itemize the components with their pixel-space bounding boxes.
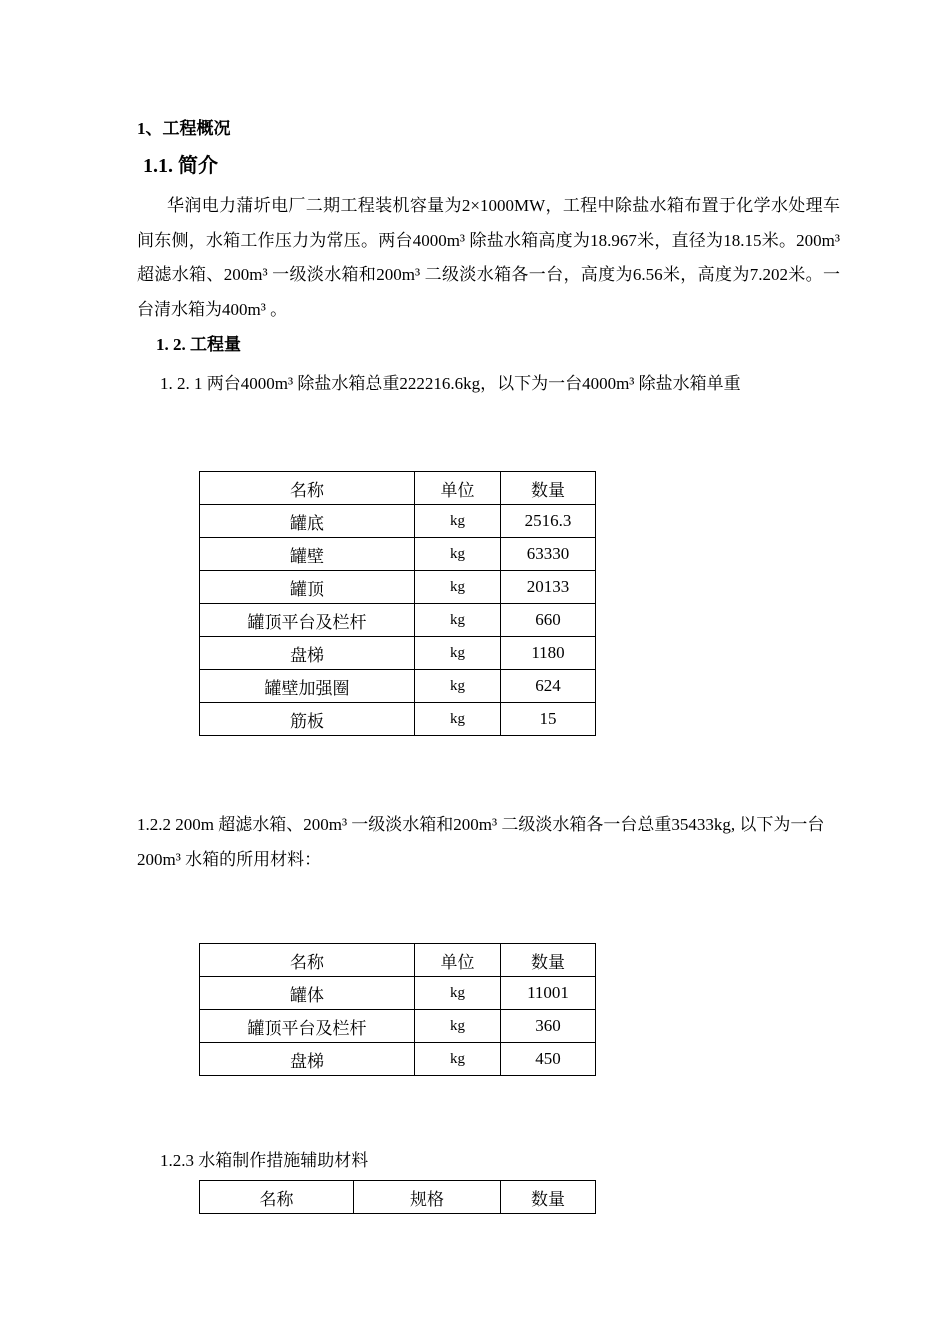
cell-quantity: 360 <box>501 1010 596 1043</box>
cell-unit: kg <box>415 670 501 703</box>
cell-quantity: 1180 <box>501 637 596 670</box>
table-row <box>200 571 596 604</box>
header-cell-spec: 规格 <box>354 1181 501 1214</box>
table-header-row <box>200 1181 596 1214</box>
cell-unit: kg <box>415 703 501 736</box>
table-row <box>200 1043 596 1076</box>
cell-quantity: 2516.3 <box>501 505 596 538</box>
header-cell-unit: 单位 <box>415 472 501 505</box>
header-cell-quantity: 数量 <box>501 944 596 977</box>
table-row <box>200 670 596 703</box>
section-heading-1-1: 1.1. 简介 <box>143 155 218 177</box>
cell-unit: kg <box>415 1010 501 1043</box>
cell-unit: kg <box>415 505 501 538</box>
cell-unit: kg <box>415 977 501 1010</box>
intro-paragraph-text: 华润电力蒲圻电厂二期工程装机容量为2×1000MW，工程中除盐水箱布置于化学水处理车间东侧，水箱工作压力为常压。两台4000m³ 除盐水箱高度为18.967米，直径为18.15米。200m³ 超滤水箱、200m³ 一级淡水箱和200m³ 二级淡水箱各一台，高度为6.56米，高度为7.202米。一台清水箱为400m³ 。 <box>137 196 840 319</box>
section-1-2-2-text: 1.2.2 200m 超滤水箱、200m³ 一级淡水箱和200m³ 二级淡水箱各一台总重35433kg, 以下为一台200m³ 水箱的所用材料： <box>137 815 825 869</box>
table-row <box>200 604 596 637</box>
header-cell-unit: 单位 <box>415 944 501 977</box>
table-row <box>200 505 596 538</box>
cell-name: 罐顶 <box>200 571 415 604</box>
cell-name: 罐壁加强圈 <box>200 670 415 703</box>
auxiliary-material-table <box>199 1180 596 1214</box>
header-cell-quantity: 数量 <box>501 472 596 505</box>
cell-name: 罐顶平台及栏杆 <box>200 1010 415 1043</box>
cell-unit: kg <box>415 604 501 637</box>
desalt-tank-weight-table <box>199 471 596 736</box>
table-row <box>200 538 596 571</box>
table-row <box>200 637 596 670</box>
cell-quantity: 20133 <box>501 571 596 604</box>
cell-quantity: 63330 <box>501 538 596 571</box>
cell-unit: kg <box>415 637 501 670</box>
section-1-2-3-text: 1.2.3 水箱制作措施辅助材料 <box>160 1151 369 1170</box>
cell-quantity: 624 <box>501 670 596 703</box>
cell-name: 罐壁 <box>200 538 415 571</box>
cell-quantity: 450 <box>501 1043 596 1076</box>
table-header-row <box>200 944 596 977</box>
cell-name: 罐底 <box>200 505 415 538</box>
table-row <box>200 1010 596 1043</box>
cell-unit: kg <box>415 538 501 571</box>
intro-paragraph <box>137 189 840 327</box>
cell-name: 罐体 <box>200 977 415 1010</box>
cell-quantity: 11001 <box>501 977 596 1010</box>
cell-unit: kg <box>415 1043 501 1076</box>
cell-unit: kg <box>415 571 501 604</box>
cell-quantity: 660 <box>501 604 596 637</box>
header-cell-name: 名称 <box>200 472 415 505</box>
cell-name: 筋板 <box>200 703 415 736</box>
section-heading-1-2: 1. 2. 工程量 <box>156 335 241 354</box>
header-cell-name: 名称 <box>200 944 415 977</box>
header-cell-name: 名称 <box>200 1181 354 1214</box>
section-1-2-1-text: 1. 2. 1 两台4000m³ 除盐水箱总重222216.6kg，以下为一台4000m³ 除盐水箱单重 <box>160 374 741 393</box>
cell-name: 罐顶平台及栏杆 <box>200 604 415 637</box>
cell-name: 盘梯 <box>200 637 415 670</box>
table-header-row <box>200 472 596 505</box>
cell-name: 盘梯 <box>200 1043 415 1076</box>
tank-200-material-table <box>199 943 596 1076</box>
cell-quantity: 15 <box>501 703 596 736</box>
header-cell-quantity: 数量 <box>501 1181 596 1214</box>
section-heading-1: 1、工程概况 <box>137 119 231 138</box>
table-row <box>200 703 596 736</box>
table-row <box>200 977 596 1010</box>
